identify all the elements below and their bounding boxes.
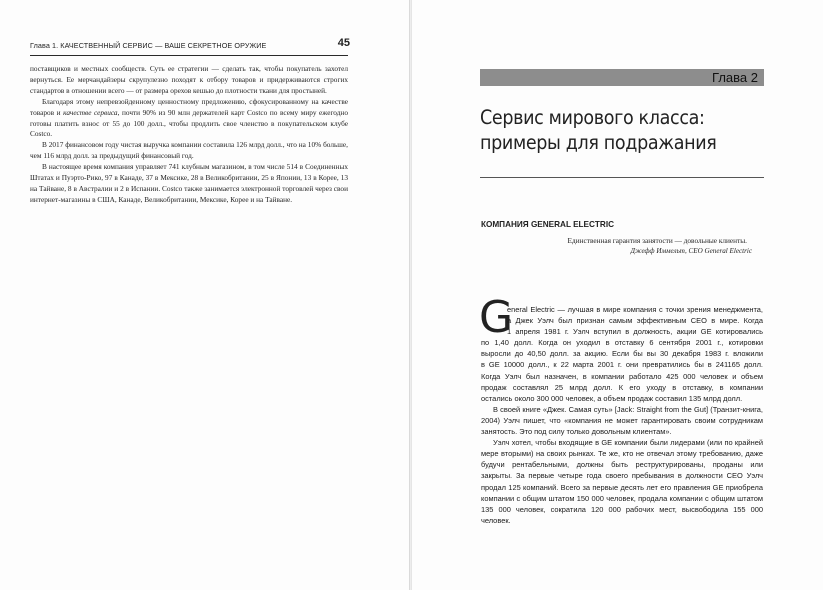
page-number: 45 [337,37,350,49]
left-paragraph-2-emphasis: качестве сервиса [63,107,118,117]
left-paragraph-3: В 2017 финансовом году чистая выручка компании составила 126 млрд долл., что на 10% больше, чем 116 млрд долл. за предыдущий финансовый год. [30,140,348,161]
right-paragraph-2: В своей книге «Джек. Самая суть» [Jack: Straight from the Gut] (Транзит-книга, 2004) Уэлч пишет, что «компания не может гарантировать своим сотрудникам занятость. Это под силу только довольным клиентам». [481,404,763,437]
right-paragraph-1-line: продаж составлял 25 млрд долл. К его уходу в отставку, в компании [481,382,763,392]
left-paragraph-1: поставщиков и местных сообществ. Суть ее стратегии — сделать так, чтобы покупатель захотел вернуться. Ее мерчандайзеры скрупулезно походят к отбору товаров и придерживаются строгих стандартов в отношении всего — от размера орехов кешью до плотности ткани для простыней. [30,64,348,95]
right-paragraph-1-line: в GE 10000 долл., к 22 марта 2001 г. они превратились бы в 241165 долл. [481,360,763,370]
chapter-title-line-1: Сервис мирового класса: [480,106,705,129]
right-body-text [481,304,763,526]
left-paragraph-2-start: Благодаря этому непревзойденному ценностному предложению, сфокусированному на качестве товаров и [30,96,348,117]
right-paragraph-3: Уэлч хотел, чтобы входящие в GE компании были лидерами (или по крайней мере вторыми) на своих рынках. Те же, кто не отвечал этому требованию, даже будучи рентабельными, должны быть реструктурированы, проданы или закрыты. За первые четыре года своего пребывания в должности CEO Уэлч продал 125 компаний. Всего за первые десять лет его правления GE приобрела компании с общим штатом 150 000 человек, продала компании с общим штатом 135 000 человек, сократила 120 000 рабочих мест, высвободила 155 000 человек. [481,438,763,525]
chapter-title [480,105,741,155]
right-paragraph-1-line: выросли до 40,50 долл. за акцию. Если бы вы 30 декабря 1983 г. вложили [481,349,763,359]
right-paragraph-1-line: eneral Electric — лучшая в мире компания с точки зрения менеджмента, [507,305,763,314]
right-page [412,0,823,590]
right-paragraph-1-line: Когда Уэлч был назначен, в компании работало 425 000 человек и объем [481,371,763,381]
title-rule [480,177,764,178]
left-paragraph-2 [30,97,348,141]
right-paragraph-1-line: остались около 300 000 человек, а объем продаж составил 135 млрд долл. [481,393,743,403]
running-head: Глава 1. КАЧЕСТВЕННЫЙ СЕРВИС — ВАШЕ СЕКРЕТНОЕ ОРУЖИЕ [30,41,267,50]
right-paragraph-1 [481,304,763,404]
right-paragraph-1-line: а Джек Уэлч был признан самым эффективным CEO в мире. Когда [507,316,763,326]
left-paragraph-2-end: , почти 90% из 90 млн держателей карт Costco по всему миру ежегодно готовы платить взнос от 55 до 100 долл., чтобы продлить свое членство в покупательском клубе Costco. [30,107,348,139]
chapter-label: Глава 2 [712,70,758,85]
chapter-title-line-2: примеры для подражания [480,131,717,154]
chapter-bar [480,69,764,86]
epigraph-quote: Единственная гарантия занятости — довольные клиенты. [567,236,747,245]
epigraph-author: Джефф Иммельт, CEO General Electric [630,247,752,255]
left-page [0,0,410,590]
header-rule [30,55,348,56]
right-paragraph-1-line: по 1,40 долл. Когда он уходил в отставку 6 сентября 2001 г., котировки [481,338,763,348]
section-heading: КОМПАНИЯ GENERAL ELECTRIC [481,220,615,229]
left-paragraph-4: В настоящее время компания управляет 741 клубным магазином, в том числе 514 в Соединенных Штатах и Пуэрто-Рико, 97 в Канаде, 37 в Мексике, 28 в Великобритании, 25 в Японии, 13 в Корее, 13 на Тайване, 8 в Австралии и 2 в Испании. Costco также занимается электронной торговлей через свои интернет-магазины в США, Канаде, Великобритании, Мексике, Корее и на Тайване. [30,162,348,204]
drop-cap: G [479,292,514,343]
right-paragraph-1-line: 1 апреля 1981 г. Уэлч вступил в должность, акции GE котировались [507,327,763,337]
left-body-text [30,64,348,206]
